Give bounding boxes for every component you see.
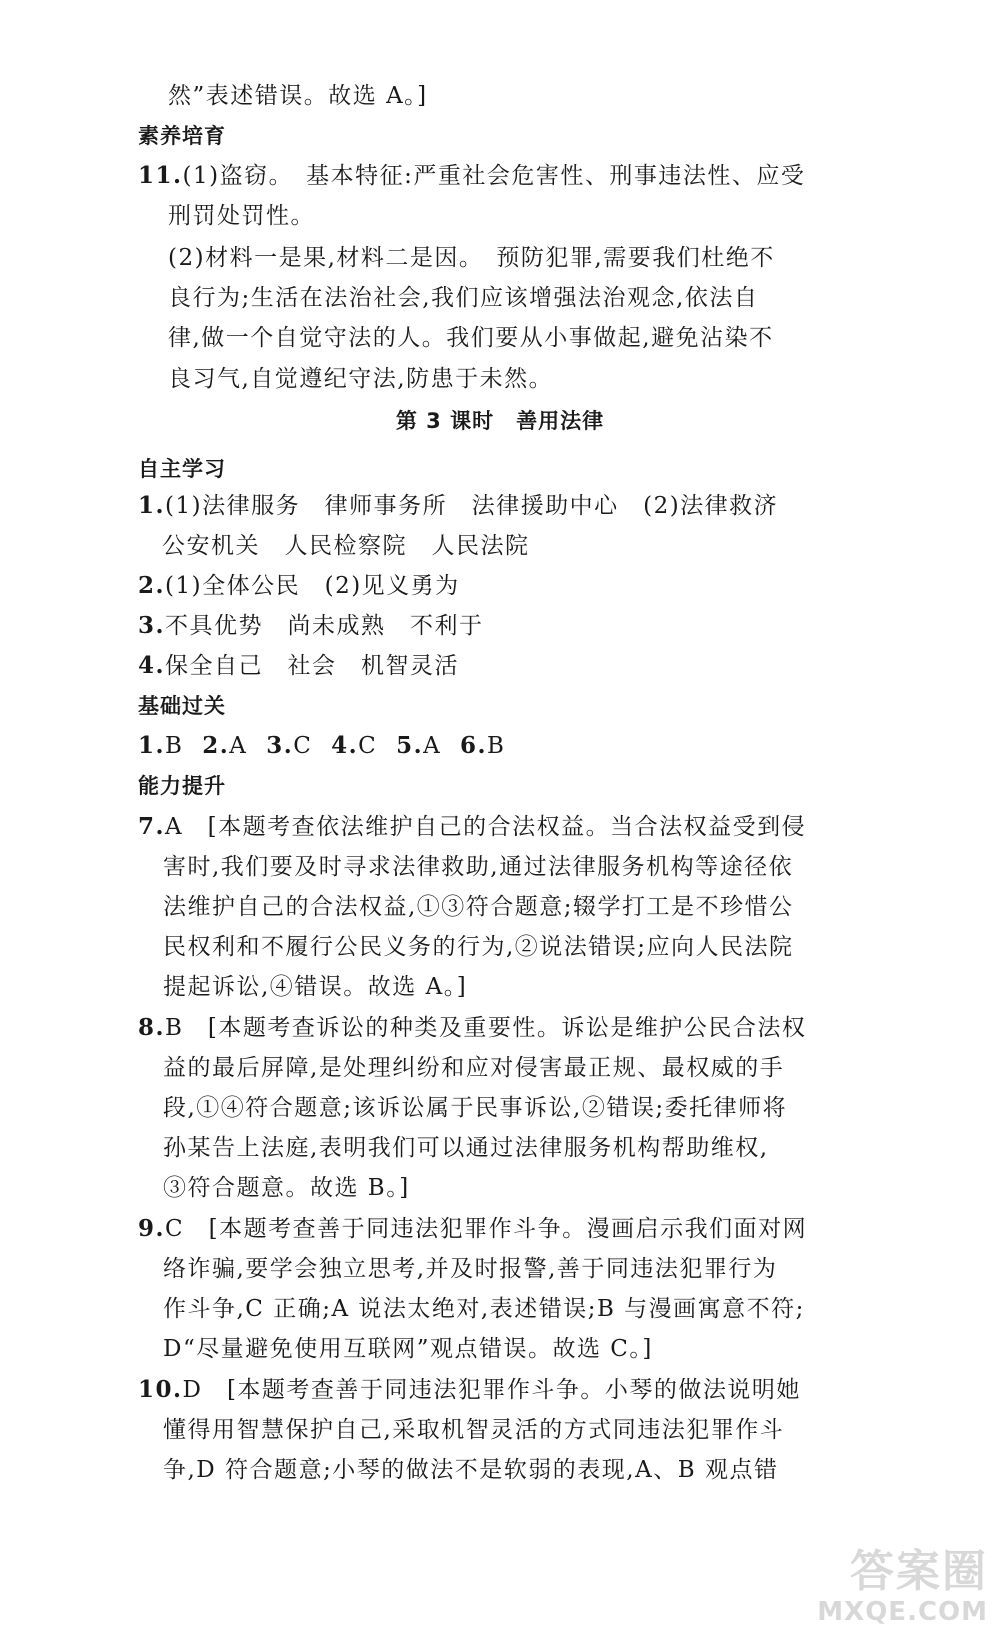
item-number: 4. [138,652,166,679]
question-number: 7. [138,813,166,840]
answer-number: 5. [396,732,424,759]
section-heading-suyang: 素养培育 [138,124,226,148]
zizhu-item-4 [138,652,459,680]
question-7-line-1 [138,813,806,841]
question-8-line-3: 段,①④符合题意;该诉讼属于民事诉讼,②错误;委托律师将 [163,1095,788,1121]
question-10-line-1 [138,1376,801,1404]
answer-number: 6. [460,732,488,759]
question-7-line-5: 提起诉讼,④错误。故选 A。] [163,974,468,1000]
question-8-line-2: 益的最后屏障,是处理纠纷和应对侵害最正规、最权威的手 [163,1055,785,1081]
zizhu-item-4-text: 保全自己 社会 机智灵活 [165,653,460,679]
continuation-line: 然”表述错误。故选 A。] [168,83,428,109]
question-9-line-2: 络诈骗,要学会独立思考,并及时报警,善于同违法犯罪行为 [163,1256,778,1282]
question-9-line-4: D“尽量避免使用互联网”观点错误。故选 C。] [163,1336,653,1362]
question-7-line-3: 法维护自己的合法权益,①③符合题意;辍学打工是不珍惜公 [163,894,794,920]
question-10-text-a: D [本题考查善于同违法犯罪作斗争。小琴的做法说明她 [182,1377,801,1403]
question-8-text-a: B [本题考查诉讼的种类及重要性。诉讼是维护公民合法权 [165,1015,807,1041]
question-11-line-3: (2)材料一是果,材料二是因。 预防犯罪,需要我们杜绝不 [168,245,775,271]
question-7-text-a: A [本题考查依法维护自己的合法权益。当合法权益受到侵 [165,814,807,840]
zizhu-item-3 [138,612,484,640]
answer-choice: A [229,733,248,759]
question-number: 8. [138,1014,166,1041]
watermark-text-en: MXQE.COM [817,1597,988,1627]
item-number: 2. [138,572,166,599]
question-8-line-4: 孙某告上法庭,表明我们可以通过法律服务机构帮助维权, [163,1135,769,1161]
question-number: 9. [138,1215,166,1242]
answer-number: 3. [266,732,294,759]
question-11-line-6: 良习气,自觉遵纪守法,防患于未然。 [168,366,554,392]
answer-number: 1. [138,732,166,759]
question-11-line-1 [138,162,805,190]
question-number: 10. [138,1376,183,1403]
answer-choice: A [423,733,442,759]
answer-choice: B [165,733,184,759]
watermark-logo [817,1535,988,1643]
question-7-line-4: 民权利和不履行公民义务的行为,②说法错误;应向人民法院 [163,934,794,960]
question-11-line-5: 律,做一个自觉守法的人。我们要从小事做起,避免沾染不 [168,325,774,351]
zizhu-item-3-text: 不具优势 尚未成熟 不利于 [165,613,484,639]
item-number: 3. [138,612,166,639]
zizhu-item-1-line-2: 公安机关 人民检察院 人民法院 [162,533,530,559]
question-number: 11. [138,162,183,189]
question-11-line-2: 刑罚处罚性。 [168,203,315,229]
zizhu-item-2 [138,572,460,600]
question-8-line-5: ③符合题意。故选 B。] [163,1175,410,1201]
question-9-text-a: C [本题考查善于同违法犯罪作斗争。漫画启示我们面对网 [165,1216,808,1242]
zizhu-item-1-text: (1)法律服务 律师事务所 法律援助中心 (2)法律救济 [165,493,779,519]
answer-choice: C [358,733,378,759]
section-heading-nengli: 能力提升 [138,774,226,798]
question-7-line-2: 害时,我们要及时寻求法律救助,通过法律服务机构等途径依 [163,854,794,880]
question-9-line-3: 作斗争,C 正确;A 说法太绝对,表述错误;B 与漫画寓意不符; [163,1296,805,1322]
answer-number: 2. [202,732,230,759]
answer-choice: C [293,733,313,759]
question-10-line-2: 懂得用智慧保护自己,采取机智灵活的方式同违法犯罪作斗 [163,1417,785,1443]
zizhu-item-1-line-1 [138,492,778,520]
jichu-answers [138,732,505,760]
question-10-line-3: 争,D 符合题意;小琴的做法不是软弱的表现,A、B 观点错 [163,1457,779,1483]
section-heading-jichu: 基础过关 [138,694,226,718]
question-8-line-1 [138,1014,806,1042]
zizhu-item-2-text: (1)全体公民 (2)见义勇为 [165,573,460,599]
question-11-line-4: 良行为;生活在法治社会,我们应该增强法治观念,依法自 [168,285,759,311]
section-heading-zizhu: 自主学习 [138,457,226,481]
question-11-text-a: (1)盗窃。 基本特征:严重社会危害性、刑事违法性、应受 [182,163,806,189]
item-number: 1. [138,492,166,519]
question-9-line-1 [138,1215,807,1243]
lesson-title: 第 3 课时 善用法律 [395,409,605,433]
answer-number: 4. [331,732,359,759]
answer-choice: B [487,733,506,759]
watermark-text-cn: 答案圈 [850,1546,988,1597]
